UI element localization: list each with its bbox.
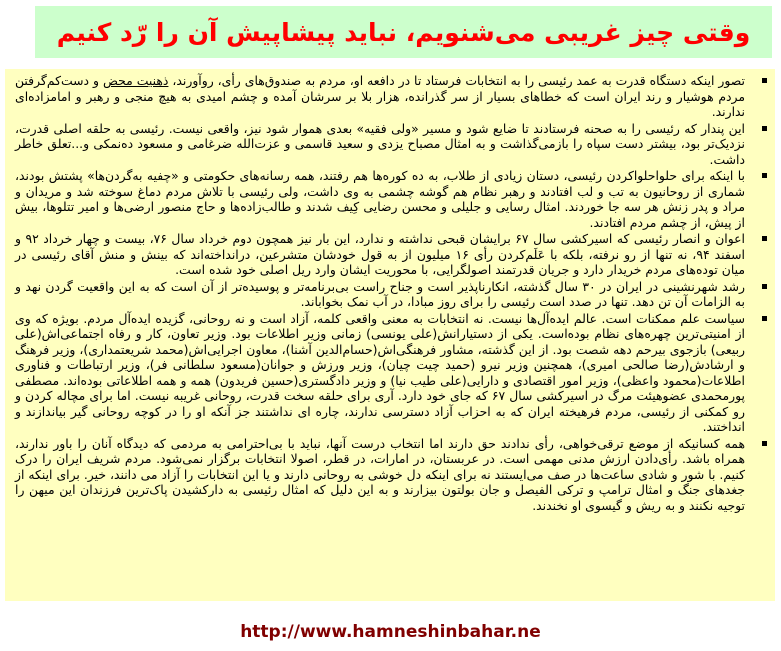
bullet-square-icon bbox=[762, 173, 767, 178]
list-item bbox=[15, 121, 745, 168]
list-item bbox=[15, 168, 745, 230]
page-title: وقتی چیز غریبی می‌شنویم، نباید پیشاپیش آن را رّد کنیم bbox=[56, 17, 751, 47]
list-item bbox=[15, 231, 745, 278]
bullet-square-icon bbox=[762, 316, 767, 321]
list-item bbox=[15, 73, 745, 120]
article-body bbox=[5, 69, 775, 601]
paragraph-list bbox=[15, 73, 745, 513]
underlined-phrase: ذهنیت محض bbox=[102, 73, 169, 88]
bullet-square-icon bbox=[762, 126, 767, 131]
list-item bbox=[15, 311, 745, 435]
title-banner bbox=[35, 6, 772, 58]
bullet-square-icon bbox=[762, 284, 767, 289]
bullet-square-icon bbox=[762, 78, 767, 83]
paragraph-text: همه کسانیکه از موضع ترقی‌خواهی، رأی ندادند حق دارند اما انتخاب درست آنها، نباید با بی‌احترامی به مردمی که دیدگاه آنان را باور ندارند، همراه باشد. رأی‌دادن ارزش مدنی مهمی است. در عربستان، در امارات، در قطر، اصولا انتخابات برگزار نمی‌شود. مردم شریف ایران را درک کنیم. با شور و شادی ساعت‌ها در صف می‌ایستند نه برای اینکه دل خوشی به روحانی دارند و یا این انتخابات را آزاد می دانند، خیر. برای اینکه از جغدهای جنگ و امثال ترامپ و ترکی الفیصل و جان بولتون بیزارند و به این دلیل که امثال رئیسی به دارکشیدن پاک‌ترین فرزندان این میهن را توجیه نکنند و به ریش و گیسوی او نخندند. bbox=[15, 435, 745, 513]
paragraph-text: و دست‌کم‌گرفتن مردم هوشیار و رند ایران است که خطاهای بسیار از سر گذرانده، هزار بلا بر سرشان آمده و چشم امیدی به هیچ منجی و رهبر و امامزاده‌ای ندارند. bbox=[15, 73, 745, 119]
list-item bbox=[15, 436, 745, 514]
paragraph-text: سیاست علم ممکنات است. عالم ایده‌آل‌ها نیست. نه انتخابات به معنی واقعی کلمه، آزاد است و نه روحانی، گزیده ایده‌آل مردم. بویژه که وی از امنیتی‌ترین چهره‌های نظام بوده‌است. یکی از دستیارانش(علی یونسی) زمانی وزیر اطلاعات بود. وزیر تعاون، کار و رفاه اجتماعی‌اش(علی ربیعی) بازجوی بیرحم دهه شصت بود. از این گذشته، مشاور فرهنگی‌اش(حسام‌الدین آشنا)، معاون اجرایی‌اش(محمد شریعتمداری)، وزیر فرهنگ و ارشادش(رضا صالحی امیری)، همچنین وزیر نیرو (حمید چیت چیان)، وزیر ورزش و جوانان(مسعود سلطانی فر)، وزیر ارتباطات و فناوری اطلاعات(محمود واعظی)، وزیر امور اقتصادی و دارایی(علی طیب نیا) و وزیر دادگستری(حسین فریدون) همه و همه اطلاعاتی بوده‌اند. مصطفی پورمحمدی عضوهیئت مرگ در اسیرکشی سال ۶۷ که جای خود دارد. آری برای حلقه سخت قدرت، روحانی غریبه نیست. اما برای مچاله کردن و رو کمکنی از رئیسی، مردم فرهیخته ایران که به احزاب آزاد دسترسی ندارند، چاره ای نداشتند جز آنکه او را در کوچه روحانی گیر بیاندازند و انداختند. bbox=[15, 310, 745, 434]
list-item bbox=[15, 279, 745, 310]
bullet-square-icon bbox=[762, 441, 767, 446]
bullet-square-icon bbox=[762, 236, 767, 241]
paragraph-text: اعوان و انصار رئیسی که اسیرکشی سال ۶۷ برایشان قبحی نداشته و ندارد، این بار نیز همچون دوم خرداد سال ۷۶، بیست و چهار خرداد ۹۲ و اسفند ۹۴، نه تنها از رو نرفته، بلکه با عَلَم‌کردن رأی ۱۶ میلیون از به قول خودشان متشرعین، درانداخته‌اند که بینش و منش آقای رئیسی در میان توده‌های مردم خریدار دارد و جریان قدرتمند اصولگرایی، با محوریت ایشان وارد ریل اصلی خود شده است. bbox=[15, 231, 745, 277]
paragraph-text: تصور اینکه دستگاه قدرت به عمد رئیسی را به انتخابات فرستاد تا در دافعه او، مردم به صندوق‌های رأی، روآورند، bbox=[168, 73, 745, 88]
paragraph-text: با اینکه برای حلواحلواکردن رئیسی، دستان زیادی از طلاب، به ده کوره‌ها هم رفتند، همه رسانه‌های حکومتی و «چفیه به‌گردن‌ها» پشتش بودند، شماری از روحانیون به تب و لب افتادند و رهبر نظام هم گوشه چشمی به وی داشت، ولی رئیسی با تلاش مردم دماغ سوخته شد و مریدان و مراد و پدر زنش هر سه جا خوردند. امثال رسایی و جلیلی و محسن رضایی کِیف شدند و طالب‌زاده‌ها و حاج منصور ارضی‌ها و امیر تتلوها، بیش از پیش، از چشم مردم افتادند. bbox=[15, 168, 745, 230]
paragraph-text: این پندار که رئیسی را به صحنه فرستادند تا ضایع شود و مسیر «ولی فقیه» بعدی هموار شود نیز، واقعی نیست. رئیسی به حلقه اصلی قدرت، نزدیک‌تر بود، بیشتر دست سپاه را بازمی‌گذاشت و به امثال مصباح یزدی و سعید قاسمی و عزت‌الله ضرغامی و مسعود ده‌نمکی و...تعلق خاطر داشت. bbox=[15, 120, 745, 167]
website-link[interactable]: http://www.hamneshinbahar.ne bbox=[240, 622, 541, 642]
paragraph-text: رشد شهرنشینی در ایران در ۳۰ سال گذشته، انکارناپذیر است و جناح راست بی‌برنامه‌تر و پوسیده‌تر از آن است که به این واقعیت گردن نهد و به الزامات آن تن دهد. تنها در صدد است رئیسی را برای روز مبادا، در آب نمک بخواباند. bbox=[15, 278, 745, 309]
